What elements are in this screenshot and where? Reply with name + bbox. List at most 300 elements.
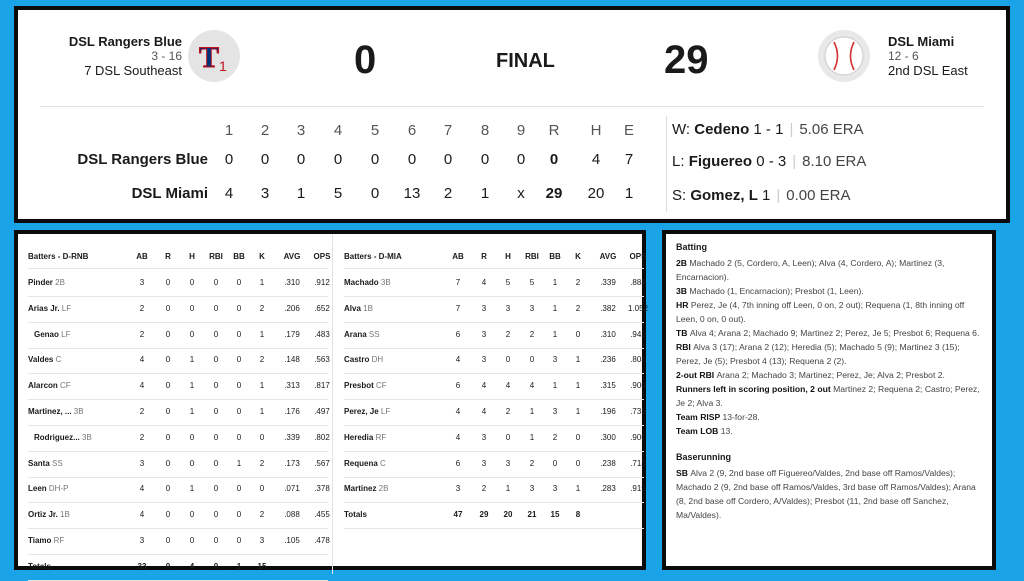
stat-cell: .236: [600, 355, 616, 365]
table-row: [344, 459, 644, 471]
stat-cell: 2: [481, 484, 487, 494]
linescore-cell: x: [517, 185, 525, 202]
stat-cell: .088: [284, 510, 300, 520]
stat-cell: 0: [236, 536, 242, 545]
stat-cell: 0: [189, 536, 195, 545]
stat-cell: 0: [505, 355, 511, 365]
stat-cell: .483: [314, 329, 330, 339]
batting-notes-title: Batting: [676, 242, 707, 252]
pitcher-name[interactable]: Gomez, L: [690, 187, 758, 204]
stat-cell: 4: [505, 381, 511, 391]
table-row: [344, 355, 644, 367]
linescore-cell: 0: [407, 151, 417, 168]
column-header-k: K: [575, 252, 581, 261]
stat-cell: 0: [213, 278, 219, 287]
table-header-label: Batters - D-MIA: [344, 252, 402, 261]
stat-cell: 2: [139, 432, 145, 442]
table-row: [28, 407, 328, 419]
pitcher-record: 0 - 3: [752, 153, 787, 170]
stat-cell: 3: [529, 484, 535, 494]
away-score: 0: [354, 38, 377, 82]
stat-cell: 1: [259, 381, 265, 391]
stat-cell: .900: [630, 432, 646, 442]
baseball-logo-icon[interactable]: [818, 30, 870, 82]
away-team-name[interactable]: DSL Rangers Blue: [68, 34, 182, 49]
player-name[interactable]: Alva 1B: [344, 303, 373, 313]
stat-cell: .310: [284, 278, 300, 287]
home-team-record: 12 - 6: [888, 49, 919, 63]
player-position: DH-P: [46, 484, 69, 494]
note-text: Martinez 2; Requena 2; Castro; Perez, Je 2; Alva 3.: [676, 384, 980, 408]
stat-cell: 1: [189, 381, 195, 391]
stat-cell: 4: [189, 561, 195, 571]
note-line: [676, 340, 986, 368]
game-status: FINAL: [496, 50, 555, 72]
player-position: RF: [373, 432, 387, 442]
home-team-name[interactable]: DSL Miami: [888, 34, 955, 49]
player-name[interactable]: Requena C: [344, 458, 386, 468]
stat-cell: .497: [314, 407, 330, 416]
stat-cell: 47: [453, 510, 463, 520]
player-name[interactable]: Martinez, ... 3B: [28, 407, 84, 416]
stat-cell: 2: [139, 407, 145, 416]
stat-cell: .148: [284, 355, 300, 365]
stat-cell: 1: [189, 484, 195, 494]
linescore-cell: 0: [333, 151, 343, 168]
table-row: [28, 304, 328, 316]
player-name[interactable]: Tiamo RF: [28, 536, 65, 545]
note-line: [676, 284, 986, 298]
svg-text:1: 1: [219, 58, 227, 74]
player-name[interactable]: Pinder 2B: [28, 278, 65, 287]
linescore-team-name[interactable]: DSL Rangers Blue: [77, 151, 208, 168]
stat-cell: 1: [552, 381, 558, 391]
stat-cell: 6: [455, 329, 461, 339]
player-name[interactable]: Totals: [28, 561, 51, 571]
note-label: 2-out RBI: [676, 370, 717, 380]
row-separator: [28, 554, 328, 555]
stat-cell: 0: [165, 381, 171, 391]
home-score: 29: [664, 38, 709, 82]
player-position: 1B: [360, 303, 373, 313]
stat-cell: 2: [259, 458, 265, 468]
linescore-cell: 0: [370, 185, 380, 202]
stat-cell: 1: [552, 303, 558, 313]
note-line: [676, 368, 986, 382]
stat-cell: 3: [139, 278, 145, 287]
player-position: 3B: [71, 407, 84, 416]
player-name[interactable]: Santa SS: [28, 458, 63, 468]
row-separator: [344, 322, 644, 323]
player-position: C: [53, 355, 62, 365]
stat-cell: 0: [236, 303, 242, 313]
stat-cell: 3: [552, 355, 558, 365]
row-separator: [28, 348, 328, 349]
stat-cell: 1: [189, 407, 195, 416]
player-name[interactable]: Perez, Je LF: [344, 407, 391, 416]
stat-cell: 0: [236, 278, 242, 287]
stat-cell: 3: [481, 303, 487, 313]
stat-cell: .455: [314, 510, 330, 520]
note-line: [676, 326, 986, 340]
player-position: SS: [366, 329, 380, 339]
stat-cell: 0: [236, 381, 242, 391]
stat-cell: 1: [236, 458, 242, 468]
column-header-ab: AB: [136, 252, 148, 261]
stat-cell: 0: [165, 458, 171, 468]
stat-cell: 2: [529, 458, 535, 468]
linescore-cell: 13: [403, 185, 421, 202]
player-name[interactable]: Rodriguez... 3B: [34, 432, 92, 442]
stat-cell: 2: [259, 355, 265, 365]
stat-cell: 0: [189, 458, 195, 468]
player-position: C: [377, 458, 386, 468]
stat-cell: 0: [165, 407, 171, 416]
player-name[interactable]: Ortiz Jr. 1B: [28, 510, 70, 520]
note-line: [676, 382, 986, 410]
stat-cell: 6: [455, 458, 461, 468]
pitcher-separator: |: [776, 187, 781, 204]
pitcher-line: [672, 121, 864, 138]
player-name[interactable]: Castro DH: [344, 355, 384, 365]
player-position: DH: [369, 355, 384, 365]
stat-cell: 0: [213, 510, 219, 520]
linescore-team-name[interactable]: DSL Miami: [131, 185, 208, 202]
stat-cell: 1: [575, 355, 581, 365]
stat-cell: 0: [236, 432, 242, 442]
stat-cell: 2: [139, 329, 145, 339]
linescore-cell: 20: [587, 185, 605, 202]
linescore-cell: 0: [480, 151, 490, 168]
player-name[interactable]: Totals: [344, 510, 367, 520]
column-header-k: K: [259, 252, 265, 261]
stat-cell: .196: [600, 407, 616, 416]
stat-cell: 0: [213, 432, 219, 442]
stat-cell: .919: [630, 484, 646, 494]
stat-cell: 0: [165, 484, 171, 494]
stat-cell: .382: [600, 303, 616, 313]
stat-cell: 0: [552, 458, 558, 468]
linescore-cell: 0: [370, 151, 380, 168]
stat-cell: 4: [481, 381, 487, 391]
baserunning-notes: [676, 466, 986, 522]
player-position: CF: [373, 381, 387, 391]
stat-cell: 0: [165, 355, 171, 365]
player-position: 3B: [79, 432, 92, 442]
player-position: LF: [378, 407, 391, 416]
stat-cell: 3: [552, 484, 558, 494]
linescore-cell: 0: [443, 151, 453, 168]
pitcher-era: 0.00 ERA: [786, 187, 851, 204]
player-name[interactable]: Martinez 2B: [344, 484, 389, 494]
stat-cell: .071: [284, 484, 300, 494]
linescore-cell: 5: [333, 185, 343, 202]
linescore-header-h: H: [590, 122, 602, 139]
pitcher-line: [672, 187, 851, 204]
stat-cell: .942: [630, 329, 646, 339]
stat-cell: 0: [213, 381, 219, 391]
note-line: [676, 410, 986, 424]
stat-cell: .802: [314, 432, 330, 442]
row-separator: [28, 296, 328, 297]
pitcher-name[interactable]: Cedeno: [694, 121, 750, 138]
table-row: [344, 330, 644, 342]
stat-cell: 4: [481, 278, 487, 287]
stat-cell: .817: [314, 381, 330, 391]
table-row: [344, 303, 649, 316]
away-team-division: 7 DSL Southeast: [84, 63, 182, 78]
stat-cell: 0: [575, 432, 581, 442]
row-separator: [344, 348, 644, 349]
stat-cell: 0: [236, 407, 242, 416]
linescore-header-9: 9: [516, 122, 526, 139]
stat-cell: 0: [529, 355, 535, 365]
row-separator: [344, 528, 644, 529]
note-text: Arana 2; Machado 3; Martinez; Perez, Je; Alva 2; Presbot 2.: [716, 370, 945, 380]
stat-cell: 1: [529, 407, 535, 416]
linescore-header-2: 2: [260, 122, 270, 139]
table-row: [344, 484, 644, 496]
player-name[interactable]: Machado 3B: [344, 278, 391, 287]
stat-cell: .652: [314, 303, 330, 313]
note-label: Team RISP: [676, 412, 723, 422]
stat-cell: 0: [213, 536, 219, 545]
stat-cell: 3: [552, 407, 558, 416]
stat-cell: 3: [259, 536, 265, 545]
stat-cell: 3: [481, 458, 487, 468]
row-separator: [28, 425, 328, 426]
stat-cell: 0: [213, 458, 219, 468]
stat-cell: 5: [505, 278, 511, 287]
stat-cell: 0: [236, 510, 242, 520]
linescore-header-8: 8: [480, 122, 490, 139]
note-line: [676, 424, 986, 438]
stat-cell: 2: [529, 329, 535, 339]
player-position: LF: [59, 303, 72, 313]
note-label: 2B: [676, 258, 690, 268]
stat-cell: 3: [505, 458, 511, 468]
linescore-cell: 1: [296, 185, 306, 202]
player-name[interactable]: Arana SS: [344, 329, 380, 339]
table-row: [28, 536, 328, 548]
stat-cell: 29: [479, 510, 489, 520]
stat-cell: 0: [213, 355, 219, 365]
stat-cell: 0: [165, 510, 171, 520]
row-separator: [344, 502, 644, 503]
pitcher-tag: W:: [672, 121, 695, 138]
table-row: [344, 278, 644, 290]
linescore-header-r: R: [548, 122, 560, 139]
row-separator: [344, 477, 644, 478]
linescore-header-4: 4: [333, 122, 343, 139]
stat-cell: 33: [137, 561, 147, 571]
note-text: Machado (1, Encarnacion); Presbot (1, Leen).: [689, 286, 864, 296]
stat-cell: 6: [455, 381, 461, 391]
table-row: [28, 278, 328, 290]
note-text: Alva 3 (17); Arana 2 (12); Heredia (5); Machado 5 (9); Martinez 3 (15); Perez, Je (5); Presbot 4 (13); Requena 2 (2).: [676, 342, 960, 366]
stat-cell: 0: [213, 407, 219, 416]
stat-cell: .714: [630, 458, 646, 468]
stat-cell: 0: [259, 484, 265, 494]
stat-cell: 0: [165, 303, 171, 313]
stat-cell: 21: [527, 510, 537, 520]
stat-cell: .803: [630, 355, 646, 365]
table-header-label: Batters - D-RNB: [28, 252, 89, 261]
pitcher-era: 5.06 ERA: [799, 121, 864, 138]
table-row: [344, 407, 644, 419]
column-header-bb: BB: [549, 252, 561, 261]
linescore-cell: 0: [296, 151, 306, 168]
rangers-logo-icon[interactable]: [188, 30, 240, 82]
stat-cell: .313: [284, 381, 300, 391]
player-name[interactable]: Valdes C: [28, 355, 62, 365]
stat-cell: 1: [259, 278, 265, 287]
column-header-bb: BB: [233, 252, 245, 261]
batting-notes: [676, 256, 986, 438]
linescore-cell: 3: [260, 185, 270, 202]
linescore-header-6: 6: [407, 122, 417, 139]
stat-cell: 2: [139, 303, 145, 313]
stat-cell: 7: [455, 278, 461, 287]
stat-cell: 3: [481, 329, 487, 339]
stat-cell: 3: [481, 432, 487, 442]
table-row: [344, 433, 644, 445]
stat-cell: .105: [284, 536, 300, 545]
stat-cell: 1: [259, 407, 265, 416]
column-header-h: H: [505, 252, 511, 261]
note-label: SB: [676, 468, 691, 478]
header-divider: [40, 106, 984, 107]
stat-cell: 0: [213, 561, 219, 571]
stat-cell: 2: [259, 303, 265, 313]
table-row: [28, 381, 328, 393]
stat-cell: .884: [630, 278, 646, 287]
stat-cell: 8: [575, 510, 581, 520]
linescore-cell: 7: [624, 151, 634, 168]
row-separator: [344, 373, 644, 374]
player-name[interactable]: Leen DH-P: [28, 484, 69, 494]
stat-cell: 0: [259, 432, 265, 442]
header-separator: [344, 268, 644, 269]
player-name[interactable]: Heredia RF: [344, 432, 387, 442]
stat-cell: 20: [503, 510, 513, 520]
player-position: SS: [49, 458, 63, 468]
linescore-header-e: E: [623, 122, 634, 139]
row-separator: [344, 296, 644, 297]
stat-cell: .179: [284, 329, 300, 339]
linescore-cell: 1: [480, 185, 490, 202]
stat-cell: 1: [552, 329, 558, 339]
stat-cell: 7: [455, 303, 461, 313]
stat-cell: 3: [139, 536, 145, 545]
stat-cell: 2: [575, 278, 581, 287]
row-separator: [344, 399, 644, 400]
stat-cell: 0: [165, 536, 171, 545]
stat-cell: .563: [314, 355, 330, 365]
stat-cell: .339: [600, 278, 616, 287]
batting-panel: [14, 230, 649, 571]
stat-cell: 1.052: [627, 303, 649, 313]
stat-cell: 0: [213, 329, 219, 339]
pitcher-name[interactable]: Figuereo: [688, 153, 753, 170]
stat-cell: 0: [236, 329, 242, 339]
stat-cell: 4: [139, 484, 145, 494]
table-row: [344, 510, 644, 522]
column-header-h: H: [189, 252, 195, 261]
note-line: [676, 298, 986, 326]
column-header-ops: OPS: [629, 252, 647, 261]
table-header-row: [344, 252, 647, 264]
note-text: Alva 2 (9, 2nd base off Figuereo/Valdes, 2nd base off Ramos/Valdes); Machado 2 (9, 2nd base off Ramos/Valdes, 3rd base off Ramos/Valdes); Arana (8, 2nd base off Cordero, A/Valdes); Presbot (11, 2nd base off Sanchez, Ma/Valdes).: [676, 468, 976, 520]
stat-cell: .310: [600, 329, 616, 339]
stat-cell: 0: [165, 329, 171, 339]
note-label: Runners left in scoring position, 2 out: [676, 384, 834, 394]
row-separator: [28, 322, 328, 323]
stat-cell: 4: [455, 407, 461, 416]
table-row: [28, 510, 328, 522]
player-position: 1B: [57, 510, 70, 520]
column-header-avg: AVG: [599, 252, 617, 261]
stat-cell: 0: [165, 278, 171, 287]
stat-cell: 0: [165, 561, 171, 571]
pitcher-era: 8.10 ERA: [802, 153, 867, 170]
away-team-record: 3 - 16: [151, 49, 182, 63]
player-name[interactable]: Presbot CF: [344, 381, 387, 391]
pitcher-record: 1 - 1: [749, 121, 784, 138]
stat-cell: 0: [189, 278, 195, 287]
linescore-header-7: 7: [443, 122, 453, 139]
note-text: Machado 2 (5, Cordero, A, Leen); Alva (4, Cordero, A); Martinez (3, Encarnacion).: [676, 258, 945, 282]
stat-cell: .567: [314, 458, 330, 468]
column-header-r: R: [481, 252, 487, 261]
stat-cell: 4: [139, 381, 145, 391]
stat-cell: 2: [575, 303, 581, 313]
row-separator: [344, 451, 644, 452]
stat-cell: 3: [481, 355, 487, 365]
linescore-cell: 0: [260, 151, 270, 168]
stat-cell: .176: [284, 407, 300, 416]
stat-cell: 1: [236, 561, 242, 571]
column-header-rbi: RBI: [525, 252, 539, 261]
row-separator: [28, 528, 328, 529]
pitcher-separator: |: [789, 121, 794, 138]
column-header-ab: AB: [452, 252, 464, 261]
stat-cell: 2: [259, 510, 265, 520]
game-notes-panel: [662, 230, 996, 570]
row-separator: [28, 502, 328, 503]
row-separator: [28, 373, 328, 374]
player-position: 2B: [52, 278, 65, 287]
player-position: 3B: [378, 278, 391, 287]
stat-cell: 1: [575, 407, 581, 416]
stat-cell: 4: [529, 381, 535, 391]
stat-cell: 3: [505, 303, 511, 313]
player-name[interactable]: Arias Jr. LF: [28, 303, 72, 313]
stat-cell: 0: [189, 432, 195, 442]
player-name[interactable]: Alarcon CF: [28, 381, 71, 391]
player-name[interactable]: Genao LF: [34, 329, 71, 339]
stat-cell: 4: [139, 510, 145, 520]
stat-cell: 1: [552, 278, 558, 287]
row-separator: [28, 451, 328, 452]
stat-cell: .378: [314, 484, 330, 494]
linescore-cell: 1: [624, 185, 634, 202]
stat-cell: 4: [481, 407, 487, 416]
stat-cell: .478: [314, 536, 330, 545]
note-label: TB: [676, 328, 690, 338]
player-position: LF: [58, 329, 71, 339]
table-row: [28, 433, 328, 445]
